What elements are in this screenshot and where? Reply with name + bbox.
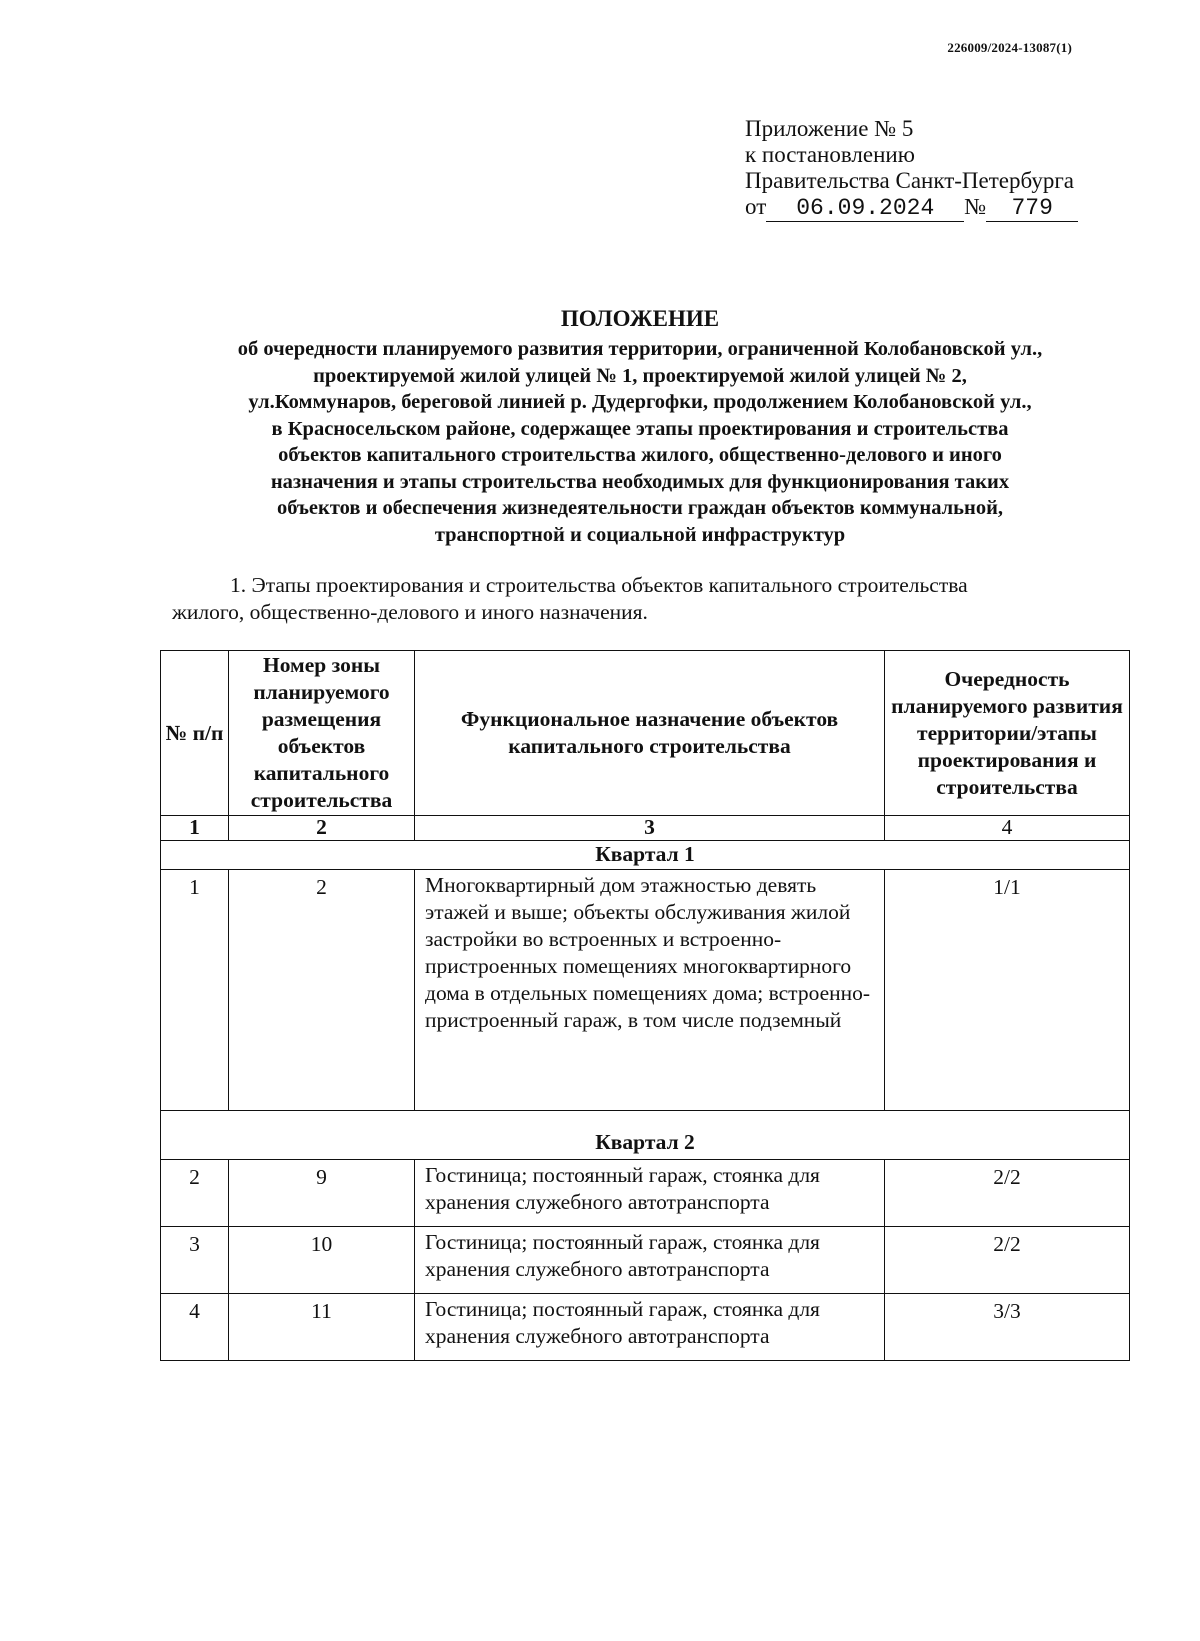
- resolution-date: 06.09.2024: [766, 195, 964, 222]
- document-subtitle: [160, 336, 1120, 548]
- row-stage: 1/1: [885, 870, 1130, 1111]
- quarter-2-row: [161, 1111, 1130, 1160]
- quarter-2-label: Квартал 2: [161, 1111, 1130, 1160]
- subtitle-line: объектов капитального строительства жилого, общественно-делового и иного: [278, 444, 1002, 466]
- appendix-line-3: Правительства Санкт-Петербурга: [745, 168, 1074, 193]
- table-header-row: [161, 651, 1130, 816]
- row-number: 1: [161, 870, 229, 1111]
- header-purpose: Функциональное назначение объектов капитального строительства: [415, 651, 885, 816]
- appendix-date-line: [745, 194, 1078, 222]
- row-zone: 2: [229, 870, 415, 1111]
- subtitle-line: ул.Коммунаров, береговой линией р. Дудергофки, продолжением Колобановской ул.,: [248, 391, 1032, 413]
- row-purpose: Многоквартирный дом этажностью девять этажей и выше; объекты обслуживания жилой застройки во встроенных и встроенно-пристроенных помещениях многоквартирного дома в отдельных помещениях дома; встроенно-пристроенный гараж, в том числе подземный: [415, 870, 885, 1111]
- table-row: [161, 1160, 1130, 1227]
- row-zone: 9: [229, 1160, 415, 1227]
- column-index: 3: [415, 816, 885, 841]
- column-index-row: [161, 816, 1130, 841]
- date-prefix: от: [745, 194, 767, 219]
- subtitle-line: в Красносельском районе, содержащее этапы проектирования и строительства: [271, 417, 1009, 440]
- row-purpose: Гостиница; постоянный гараж, стоянка для хранения служебного автотранспорта: [415, 1160, 885, 1227]
- document-title-block: [160, 304, 1120, 548]
- row-number: 2: [161, 1160, 229, 1227]
- header-zone: Номер зоны планируемого размещения объектов капитального строительства: [229, 651, 415, 816]
- section-line-1: 1. Этапы проектирования и строительства объектов капитального строительства: [230, 573, 968, 597]
- subtitle-line: об очередности планируемого развития территории, ограниченной Колобановской ул.,: [237, 338, 1043, 360]
- appendix-line-1: Приложение № 5: [745, 116, 914, 141]
- section-line-2: жилого, общественно-делового и иного назначения.: [172, 600, 648, 624]
- table-row: [161, 1227, 1130, 1294]
- column-index: 4: [885, 816, 1130, 841]
- row-stage: 3/3: [885, 1294, 1130, 1361]
- subtitle-line: проектируемой жилой улицей № 1, проектируемой жилой улицей № 2,: [313, 364, 967, 387]
- document-code: 226009/2024-13087(1): [947, 40, 1072, 55]
- row-zone: 11: [229, 1294, 415, 1361]
- column-index: 2: [229, 816, 415, 841]
- header-stage: Очередность планируемого развития территории/этапы проектирования и строительства: [885, 651, 1130, 816]
- section-heading: [172, 572, 1072, 626]
- row-zone: 10: [229, 1227, 415, 1294]
- resolution-number: 779: [986, 195, 1078, 222]
- row-stage: 2/2: [885, 1160, 1130, 1227]
- subtitle-line: транспортной и социальной инфраструктур: [434, 523, 846, 546]
- appendix-line-2: к постановлению: [745, 142, 915, 167]
- table-row: [161, 1294, 1130, 1361]
- row-number: 4: [161, 1294, 229, 1361]
- subtitle-line: объектов и обеспечения жизнедеятельности граждан объектов коммунальной,: [276, 497, 1004, 519]
- document-title: ПОЛОЖЕНИЕ: [560, 306, 720, 331]
- row-purpose: Гостиница; постоянный гараж, стоянка для хранения служебного автотранспорта: [415, 1294, 885, 1361]
- header-number: № п/п: [161, 651, 229, 816]
- subtitle-line: назначения и этапы строительства необходимых для функционирования таких: [270, 470, 1010, 493]
- column-index: 1: [161, 816, 229, 841]
- number-prefix: №: [964, 194, 987, 219]
- row-stage: 2/2: [885, 1227, 1130, 1294]
- quarter-1-row: [161, 841, 1130, 870]
- quarter-1-label: Квартал 1: [161, 841, 1130, 870]
- row-purpose: Гостиница; постоянный гараж, стоянка для хранения служебного автотранспорта: [415, 1227, 885, 1294]
- table-row: [161, 870, 1130, 1111]
- row-number: 3: [161, 1227, 229, 1294]
- appendix-block: [745, 116, 1078, 222]
- stages-table: [160, 650, 1130, 1361]
